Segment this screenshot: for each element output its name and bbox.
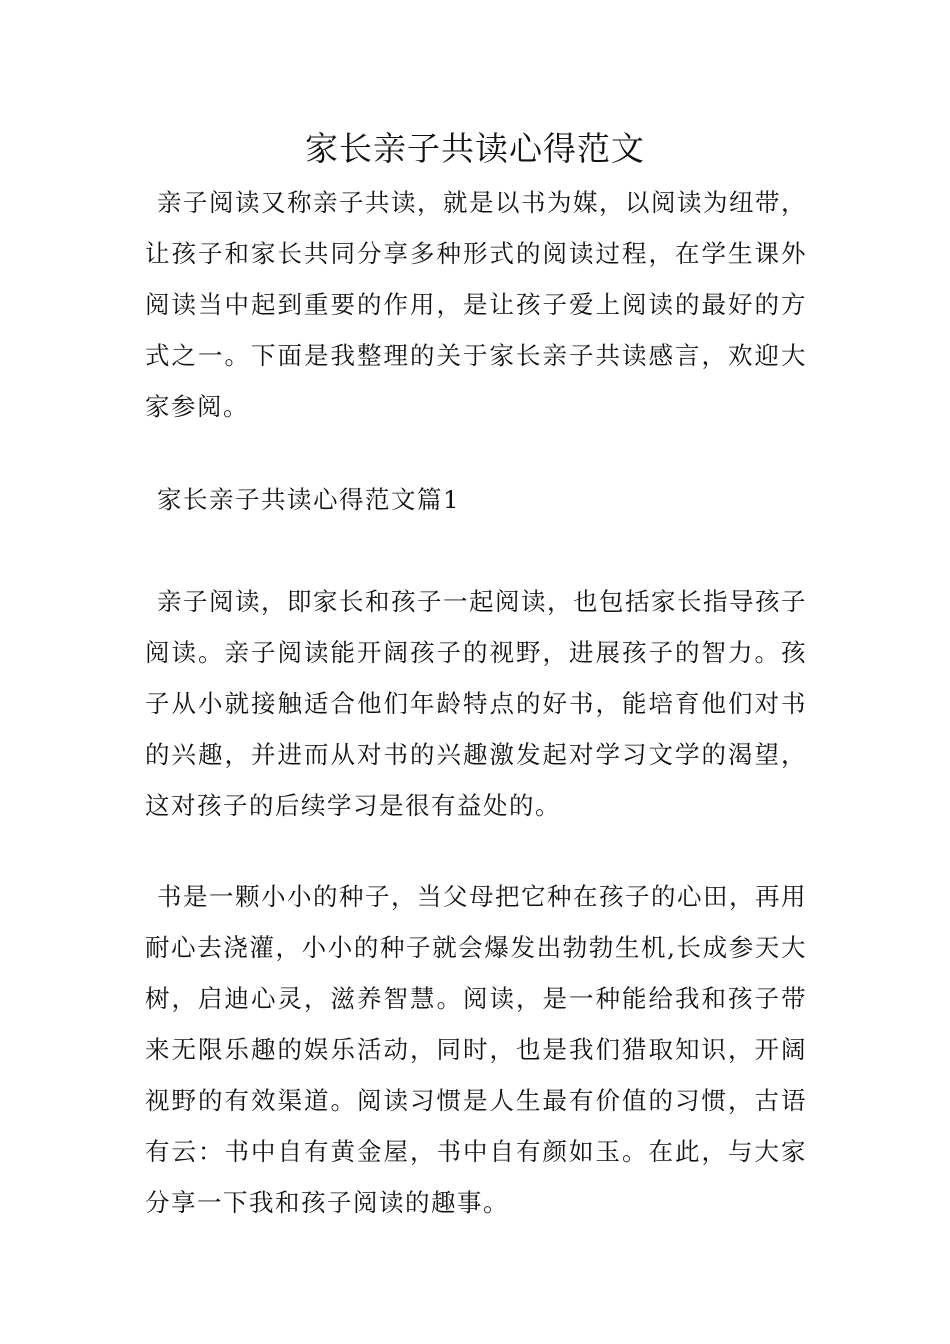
section-heading: 家长亲子共读心得范文篇1 [157, 485, 461, 514]
body-paragraph-1: 亲子阅读，即家长和孩子一起阅读，也包括家长指导孩子阅读。亲子阅读能开阔孩子的视野，进展孩子的智力。孩子从小就接触适合他们年龄特点的好书，能培育他们对书的兴趣，并进而从对书的兴趣激发起对学习文学的渴望，这对孩子的后续学习是很有益处的。 [145, 587, 807, 820]
document-title: 家长亲子共读心得范文 [305, 129, 645, 168]
intro-paragraph: 亲子阅读又称亲子共读，就是以书为媒，以阅读为纽带，让孩子和家长共同分享多种形式的阅读过程，在学生课外阅读当中起到重要的作用，是让孩子爱上阅读的最好的方式之一。下面是我整理的关于家长亲子共读感言，欢迎大家参阅。 [145, 188, 807, 421]
body-paragraph-2: 书是一颗小小的种子，当父母把它种在孩子的心田，再用耐心去浇灌，小小的种子就会爆发出勃勃生机,长成参天大树，启迪心灵，滋养智慧。阅读，是一种能给我和孩子带来无限乐趣的娱乐活动，同时，也是我们猎取知识，开阔视野的有效渠道。阅读习惯是人生最有价值的习惯，古语有云：书中自有黄金屋，书中自有颜如玉。在此，与大家分享一下我和孩子阅读的趣事。 [145, 882, 807, 1217]
